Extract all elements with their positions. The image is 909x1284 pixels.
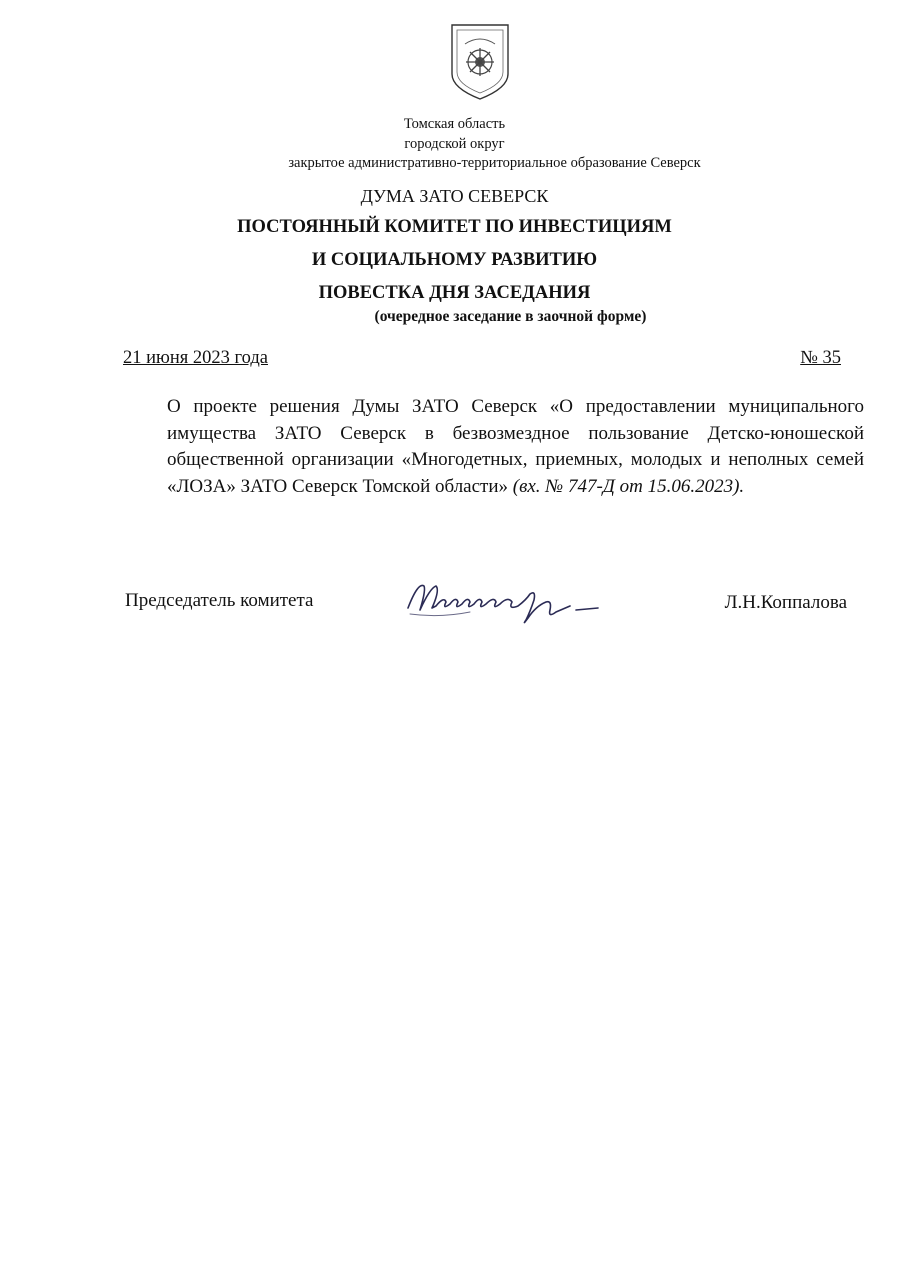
district-line: городской округ [404, 136, 505, 152]
region-line: Томская область [403, 116, 506, 132]
document-title: ПОВЕСТКА ДНЯ ЗАСЕДАНИЯ [318, 283, 591, 303]
agenda-item-text: О проекте решения Думы ЗАТО Северск «О предоставлении муниципального имущества ЗАТО Северск в безвозмездное пользование Детско-юношеской общественной организации «Многодетных, приемных, молодых и неполных семей «ЛОЗА» ЗАТО Северск Томской области» [167, 396, 864, 497]
committee-title-line2: И СОЦИАЛЬНОМУ РАЗВИТИЮ [311, 250, 598, 270]
agenda-item [167, 394, 864, 500]
document-subtitle: (очередное заседание в заочной форме) [374, 308, 647, 325]
agenda-item-reference: (вх. № 747-Д от 15.06.2023). [512, 475, 745, 497]
entity-line: закрытое административно-территориальное образование Северск [288, 155, 701, 171]
committee-title-line1: ПОСТОЯННЫЙ КОМИТЕТ ПО ИНВЕСТИЦИЯМ [237, 217, 672, 237]
signatory-name: Л.Н.Коппалова [724, 592, 847, 613]
duma-title: ДУМА ЗАТО СЕВЕРСК [360, 186, 549, 206]
signatory-role: Председатель комитета [125, 590, 314, 611]
meeting-date: 21 июня 2023 года [123, 348, 268, 368]
coat-of-arms-icon [449, 22, 511, 102]
meeting-number: № 35 [800, 348, 841, 368]
handwritten-signature [400, 576, 620, 632]
